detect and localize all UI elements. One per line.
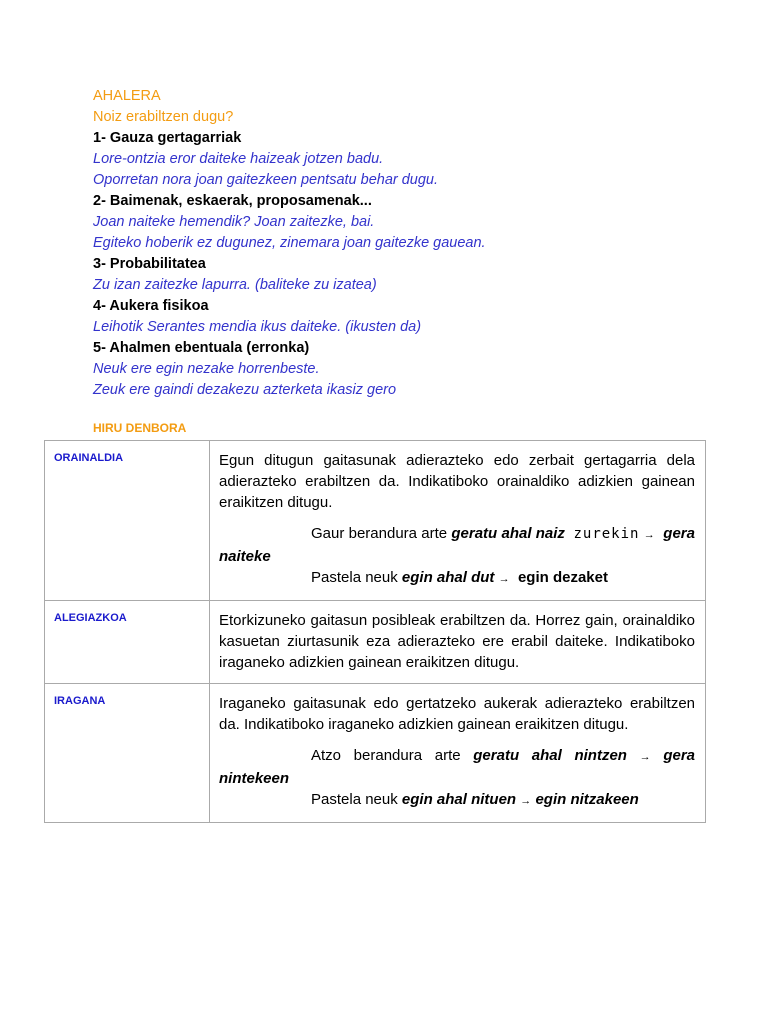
tense-label: IRAGANA: [45, 684, 210, 823]
example-form: geratu ahal nintzen: [473, 747, 627, 764]
tense-description-cell: [210, 601, 706, 684]
usage-example: Leihotik Serantes mendia ikus daiteke. (ikusten da): [93, 319, 422, 335]
example-text: Atzo berandura arte: [311, 747, 474, 764]
usage-title: 1- Gauza gertagarriak: [93, 130, 242, 146]
example-form: egin ahal nituen: [401, 791, 517, 808]
tense-label: ALEGIAZKOA: [45, 601, 210, 684]
tense-description: Iraganeko gaitasunak edo gertatzeko aukerak adierazteko erabiltzen da. Indikatiboko iraganeko adizkien gainean eraikitzen ditugu.: [219, 695, 695, 733]
handwritten-note: zurekin: [573, 526, 640, 542]
tense-description-cell: [210, 441, 706, 601]
usage-example: Zeuk ere gaindi dezakezu azterketa ikasiz gero: [93, 382, 397, 398]
usage-example: Joan naiteke hemendik? Joan zaitezke, bai.: [93, 214, 375, 230]
example-line: [219, 789, 695, 812]
example-line: [219, 523, 695, 567]
arrow-icon: →: [643, 529, 655, 541]
example-text: Gaur berandura arte: [311, 525, 452, 542]
arrow-icon: →: [520, 795, 532, 807]
example-form: geratu ahal naiz: [451, 525, 565, 542]
table-row: [45, 441, 706, 601]
usage-title: 4- Aukera fisikoa: [93, 298, 209, 314]
example-result: egin dezaket: [517, 569, 608, 586]
usage-example: Neuk ere egin nezake horrenbeste.: [93, 361, 320, 377]
page-heading: AHALERA: [93, 88, 161, 104]
usage-example: Lore-ontzia eror daiteke haizeak jotzen badu.: [93, 151, 384, 167]
example-text: Pastela neuk: [311, 569, 402, 586]
usage-title: 2- Baimenak, eskaerak, proposamenak...: [93, 193, 372, 209]
tense-description: Etorkizuneko gaitasun posibleak erabiltzen da. Horrez gain, orainaldiko kasuetan ziurtasunik eza adierazteko ere erabil daiteke. Indikatiboko iraganeko adizkien gainean eraikitzen ditugu.: [219, 612, 695, 671]
tense-label: ORAINALDIA: [45, 441, 210, 601]
usage-title: 5- Ahalmen ebentuala (erronka): [93, 340, 310, 356]
example-line: [219, 567, 695, 590]
tenses-table: [44, 440, 706, 823]
usage-example: Egiteko hoberik ez dugunez, zinemara joan gaitezke gauean.: [93, 235, 486, 251]
tense-description: Egun ditugun gaitasunak adierazteko edo zerbait gertagarria dela adierazteko erabiltzen da. Indikatiboko orainaldiko adizkien gainean eraikitzen ditugu.: [219, 452, 695, 511]
usage-title: 3- Probabilitatea: [93, 256, 206, 272]
tense-description-cell: [210, 684, 706, 823]
question-line: Noiz erabiltzen dugu?: [93, 109, 234, 125]
example-result: gera naiteke: [219, 525, 695, 565]
example-result: egin nitzakeen: [535, 791, 639, 808]
example-text: Pastela neuk: [311, 791, 402, 808]
example-result: gera nintekeen: [219, 747, 695, 787]
intro-section: [93, 86, 713, 401]
usage-example: Zu izan zaitezke lapurra. (baliteke zu izatea): [93, 277, 377, 293]
example-form: egin ahal dut: [401, 569, 495, 586]
example-line: [219, 745, 695, 789]
section-title: HIRU DENBORA: [93, 421, 187, 435]
arrow-icon: →: [498, 573, 510, 585]
table-row: [45, 601, 706, 684]
table-row: [45, 684, 706, 823]
usage-example: Oporretan nora joan gaitezkeen pentsatu behar dugu.: [93, 172, 439, 188]
arrow-icon: →: [639, 751, 651, 763]
